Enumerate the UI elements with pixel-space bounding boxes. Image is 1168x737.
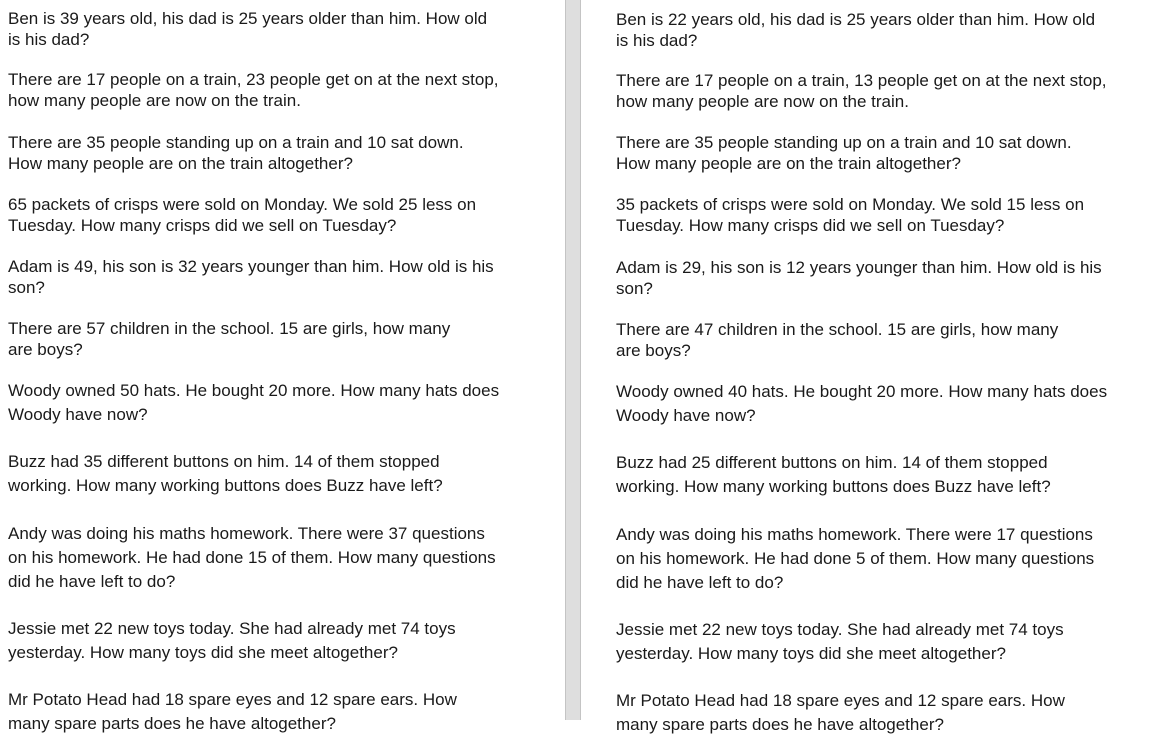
- question-jessie-toys: [8, 617, 456, 665]
- question-line: Adam is 29, his son is 12 years younger than him. How old is his: [616, 258, 1102, 277]
- question-line: Adam is 49, his son is 32 years younger than him. How old is his: [8, 257, 494, 276]
- question-line: Ben is 39 years old, his dad is 25 years older than him. How old: [8, 9, 488, 28]
- question-line: Woody owned 40 hats. He bought 20 more. How many hats does: [616, 382, 1108, 401]
- question-line: Buzz had 35 different buttons on him. 14 of them stopped: [8, 452, 440, 471]
- question-line: Woody have now?: [8, 405, 148, 424]
- question-adam-son-age: [8, 257, 494, 298]
- question-line: how many people are now on the train.: [8, 90, 301, 110]
- question-line: did he have left to do?: [616, 573, 784, 592]
- question-woody-hats: [616, 380, 1107, 428]
- question-line: working. How many working buttons does Buzz have left?: [616, 477, 1051, 496]
- question-line: is his dad?: [616, 30, 698, 50]
- question-line: how many people are now on the train.: [616, 91, 909, 111]
- question-train-people-join: [616, 71, 1107, 112]
- question-line: yesterday. How many toys did she meet altogether?: [8, 643, 398, 662]
- question-line: Tuesday. How many crisps did we sell on Tuesday?: [616, 215, 1005, 235]
- question-line: yesterday. How many toys did she meet altogether?: [616, 644, 1006, 663]
- question-line: on his homework. He had done 5 of them. How many questions: [616, 549, 1095, 568]
- question-train-standing-seated: [616, 133, 1072, 174]
- question-woody-hats: [8, 379, 499, 427]
- question-andy-homework: [616, 523, 1094, 595]
- question-line: son?: [8, 277, 45, 297]
- question-line: Andy was doing his maths homework. There were 17 questions: [616, 525, 1093, 544]
- question-ben-dad-age: [616, 10, 1095, 51]
- question-line: How many people are on the train altogether?: [616, 153, 961, 173]
- question-crisps-sold: [616, 195, 1084, 236]
- question-line: Jessie met 22 new toys today. She had already met 74 toys: [616, 620, 1064, 639]
- question-line: Tuesday. How many crisps did we sell on Tuesday?: [8, 215, 397, 235]
- question-line: There are 17 people on a train, 13 people get on at the next stop,: [616, 71, 1107, 90]
- question-line: is his dad?: [8, 29, 90, 49]
- question-buzz-buttons: [8, 450, 443, 498]
- question-line: many spare parts does he have altogether?: [8, 714, 336, 733]
- question-crisps-sold: [8, 195, 476, 236]
- document-page-right: [581, 0, 1168, 734]
- question-potato-head-parts: [8, 688, 457, 736]
- question-line: son?: [616, 278, 653, 298]
- question-line: Mr Potato Head had 18 spare eyes and 12 spare ears. How: [616, 691, 1065, 710]
- question-line: Buzz had 25 different buttons on him. 14 of them stopped: [616, 453, 1048, 472]
- question-jessie-toys: [616, 618, 1064, 666]
- page-divider: [565, 0, 581, 720]
- question-line: Jessie met 22 new toys today. She had already met 74 toys: [8, 619, 456, 638]
- question-line: 65 packets of crisps were sold on Monday. We sold 25 less on: [8, 195, 477, 214]
- question-line: Mr Potato Head had 18 spare eyes and 12 spare ears. How: [8, 690, 457, 709]
- question-line: There are 47 children in the school. 15 are girls, how many: [616, 320, 1059, 339]
- question-line: There are 35 people standing up on a train and 10 sat down.: [616, 133, 1072, 152]
- question-buzz-buttons: [616, 451, 1051, 499]
- question-line: Woody owned 50 hats. He bought 20 more. How many hats does: [8, 381, 500, 400]
- question-adam-son-age: [616, 258, 1102, 299]
- question-line: There are 35 people standing up on a train and 10 sat down.: [8, 133, 464, 152]
- question-line: are boys?: [8, 339, 83, 359]
- question-school-children: [8, 319, 450, 360]
- question-line: Ben is 22 years old, his dad is 25 years older than him. How old: [616, 10, 1096, 29]
- question-line: on his homework. He had done 15 of them. How many questions: [8, 548, 496, 567]
- question-andy-homework: [8, 522, 496, 594]
- question-line: working. How many working buttons does Buzz have left?: [8, 476, 443, 495]
- question-line: There are 17 people on a train, 23 people get on at the next stop,: [8, 70, 499, 89]
- question-line: many spare parts does he have altogether?: [616, 715, 944, 734]
- question-line: did he have left to do?: [8, 572, 176, 591]
- question-school-children: [616, 320, 1058, 361]
- question-line: There are 57 children in the school. 15 are girls, how many: [8, 319, 451, 338]
- question-train-standing-seated: [8, 133, 464, 174]
- question-line: are boys?: [616, 340, 691, 360]
- question-line: Woody have now?: [616, 406, 756, 425]
- question-train-people-join: [8, 70, 499, 111]
- question-line: How many people are on the train altogether?: [8, 153, 353, 173]
- document-page-left: [0, 0, 565, 733]
- question-ben-dad-age: [8, 9, 487, 50]
- question-potato-head-parts: [616, 689, 1065, 737]
- question-line: Andy was doing his maths homework. There were 37 questions: [8, 524, 485, 543]
- question-line: 35 packets of crisps were sold on Monday. We sold 15 less on: [616, 195, 1085, 214]
